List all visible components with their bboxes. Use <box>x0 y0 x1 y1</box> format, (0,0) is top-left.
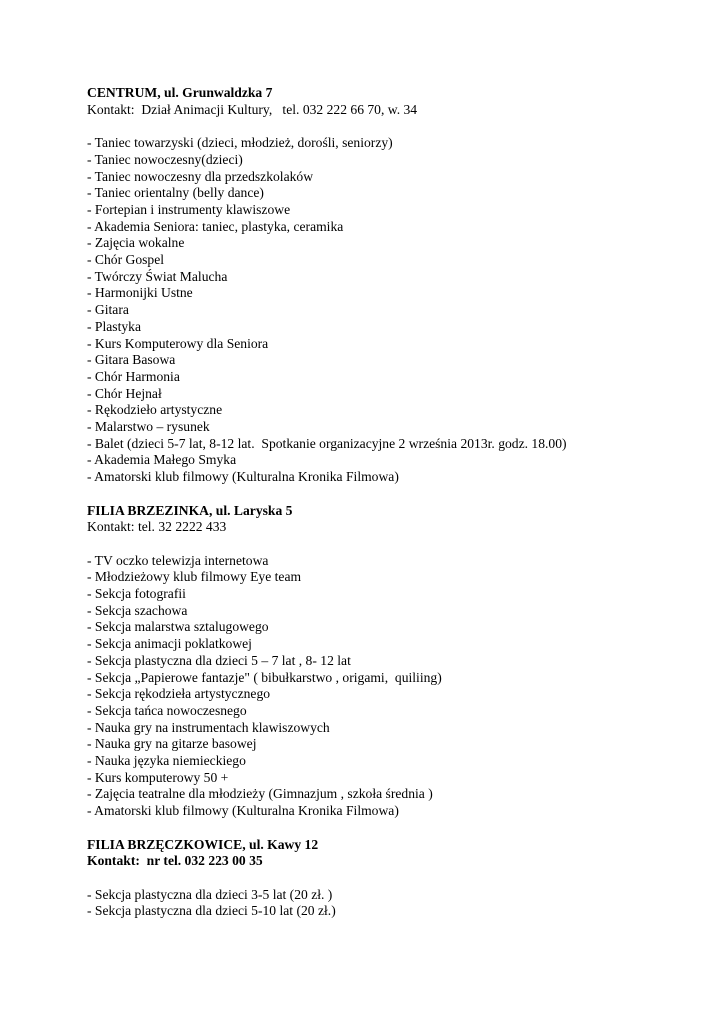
list-item: - Gitara Basowa <box>87 352 176 368</box>
list-item: - Nauka gry na instrumentach klawiszowych <box>87 719 330 735</box>
list-item: - Sekcja plastyczna dla dzieci 5 – 7 lat , 8- 12 lat <box>87 652 351 668</box>
list-item: - Zajęcia teatralne dla młodzieży (Gimnazjum , szkoła średnia ) <box>87 786 433 802</box>
activity-list <box>87 135 707 486</box>
list-item: - Sekcja animacji poklatkowej <box>87 636 252 652</box>
list-item: - Sekcja fotografii <box>87 586 186 602</box>
list-item: - Młodzieżowy klub filmowy Eye team <box>87 569 302 585</box>
section-heading: CENTRUM, ul. Grunwaldzka 7 <box>87 85 273 100</box>
list-item: - Sekcja szachowa <box>87 602 188 618</box>
list-item: - Chór Hejnał <box>87 385 162 401</box>
spacer <box>87 486 707 503</box>
document-page <box>87 85 707 920</box>
spacer <box>87 118 707 135</box>
spacer <box>87 870 707 887</box>
list-item: - Taniec towarzyski (dzieci, młodzież, dorośli, seniorzy) <box>87 135 393 151</box>
list-item: - Plastyka <box>87 318 141 334</box>
list-item: - Taniec orientalny (belly dance) <box>87 185 264 201</box>
list-item: - Sekcja rękodzieła artystycznego <box>87 686 271 702</box>
list-item: - Malarstwo – rysunek <box>87 419 210 435</box>
list-item: - Sekcja plastyczna dla dzieci 5-10 lat (20 zł.) <box>87 903 336 919</box>
list-item: - Kurs Komputerowy dla Seniora <box>87 335 269 351</box>
list-item: - Nauka języka niemieckiego <box>87 753 246 769</box>
list-item: - TV oczko telewizja internetowa <box>87 552 269 568</box>
section-contact: Kontakt: Dział Animacji Kultury, tel. 032 222 66 70, w. 34 <box>87 101 418 117</box>
list-item: - Kurs komputerowy 50 + <box>87 769 229 785</box>
list-item: - Akademia Małego Smyka <box>87 452 237 468</box>
list-item: - Gitara <box>87 302 129 318</box>
list-item: - Twórczy Świat Malucha <box>87 268 228 284</box>
activity-list <box>87 553 707 820</box>
list-item: - Harmonijki Ustne <box>87 285 193 301</box>
list-item: - Chór Harmonia <box>87 368 180 384</box>
list-item: - Sekcja plastyczna dla dzieci 3-5 lat (20 zł. ) <box>87 886 333 902</box>
section-centrum <box>87 85 707 503</box>
spacer <box>87 820 707 837</box>
spacer <box>87 536 707 553</box>
list-item: - Nauka gry na gitarze basowej <box>87 736 257 752</box>
section-filia-brzezinka <box>87 503 707 837</box>
list-item: - Amatorski klub filmowy (Kulturalna Kronika Filmowa) <box>87 469 399 485</box>
list-item: - Sekcja tańca nowoczesnego <box>87 702 247 718</box>
list-item: - Taniec nowoczesny dla przedszkolaków <box>87 168 314 184</box>
list-item: - Rękodzieło artystyczne <box>87 402 223 418</box>
section-heading: FILIA BRZEZINKA, ul. Laryska 5 <box>87 502 293 518</box>
list-item: - Amatorski klub filmowy (Kulturalna Kronika Filmowa) <box>87 803 399 819</box>
list-item: - Akademia Seniora: taniec, plastyka, ceramika <box>87 218 344 234</box>
activity-list <box>87 887 707 920</box>
list-item: - Zajęcia wokalne <box>87 235 185 251</box>
list-item: - Sekcja malarstwa sztalugowego <box>87 619 269 635</box>
list-item: - Chór Gospel <box>87 252 165 268</box>
section-contact: Kontakt: nr tel. 032 223 00 35 <box>87 853 263 869</box>
list-item: - Taniec nowoczesny(dzieci) <box>87 151 243 167</box>
section-filia-brzeczkowice <box>87 837 707 921</box>
list-item: - Sekcja „Papierowe fantazje" ( bibułkarstwo , origami, quiliing) <box>87 669 442 685</box>
list-item: - Fortepian i instrumenty klawiszowe <box>87 201 291 217</box>
list-item: - Balet (dzieci 5-7 lat, 8-12 lat. Spotkanie organizacyjne 2 września 2013r. godz. 18.00) <box>87 435 567 451</box>
section-contact: Kontakt: tel. 32 2222 433 <box>87 519 227 535</box>
section-heading: FILIA BRZĘCZKOWICE, ul. Kawy 12 <box>87 836 319 852</box>
